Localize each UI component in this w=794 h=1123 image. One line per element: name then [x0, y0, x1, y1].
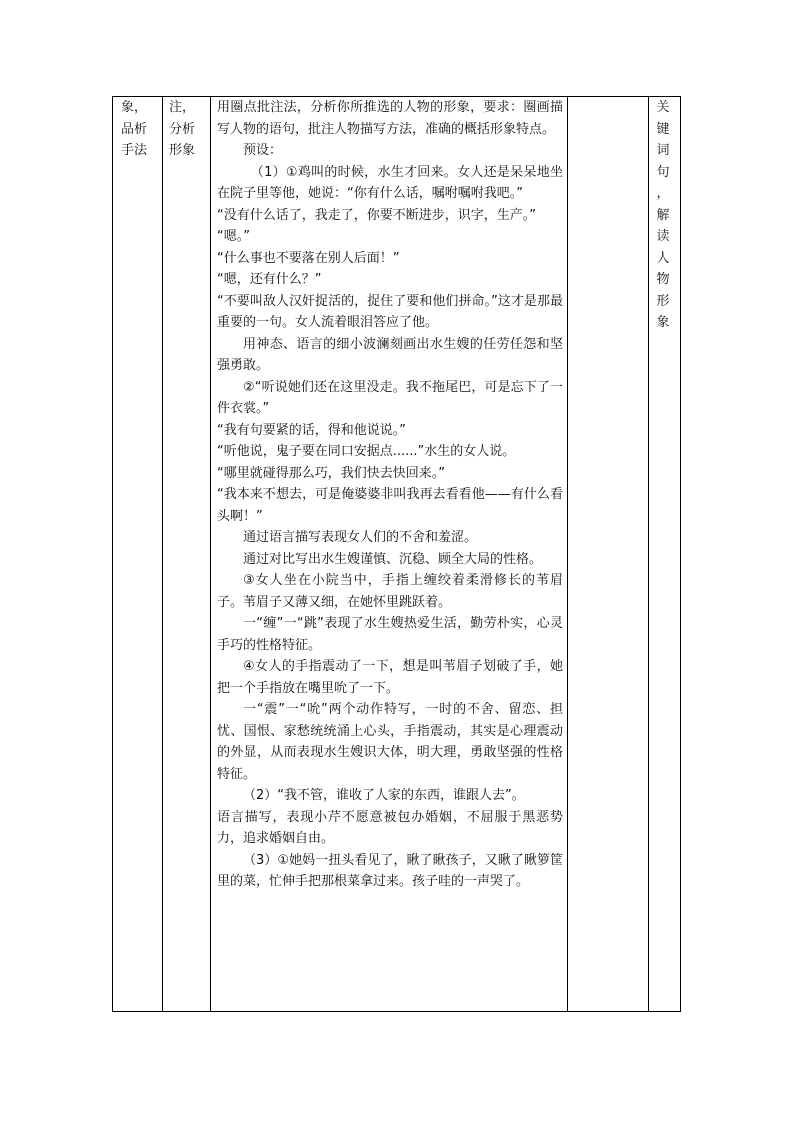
- intent-char: 解: [656, 207, 670, 223]
- paragraph: 一“缠”一“跳”表现了水生嫂热爱生活，勤劳朴实，心灵手巧的性格特征。: [217, 616, 563, 653]
- paragraph: 语言描写，表现小芹不愿意被包办婚姻，不屈服于黑恶势力，追求婚姻自由。: [217, 809, 563, 846]
- lesson-plan-table: [112, 96, 681, 1012]
- paragraph: ③女人坐在小院当中，手指上缠绞着柔滑修长的苇眉子。苇眉子又薄又细，在她怀里跳跃着。: [217, 573, 563, 610]
- intent-char: 读: [656, 229, 670, 244]
- intent-char: 句: [656, 164, 670, 180]
- paragraph: “不要叫敌人汉奸捉活的，捉住了要和他们拼命。”这才是那最重要的一句。女人流着眼泪答应了他。: [217, 293, 563, 330]
- paragraph: “我有句要紧的话，得和他说说。”: [217, 422, 406, 438]
- column-divider: [567, 97, 568, 1011]
- column-divider: [648, 97, 649, 1011]
- method-text-line: 分析: [169, 121, 196, 137]
- intent-char: ，: [656, 186, 670, 201]
- paragraph: “什么事也不要落在别人后面！”: [217, 250, 400, 266]
- paragraph: （3）①她妈一扭头看见了，瞅了瞅孩子，又瞅了瞅箩筐里的菜，忙伸手把那根菜拿过来。孩子哇的一声哭了。: [217, 852, 563, 889]
- column-divider: [162, 97, 163, 1011]
- teaching-step-cell: [121, 97, 157, 162]
- step-text-line: 象，: [121, 100, 148, 115]
- intent-char: 词: [656, 143, 670, 158]
- paragraph: “没有什么话了，我走了，你要不断进步，识字，生产。”: [217, 207, 536, 223]
- paragraph: “嗯。”: [217, 229, 250, 244]
- step-text-line: 品析: [121, 121, 148, 137]
- step-text-line: 手法: [121, 143, 148, 158]
- intent-char: 物: [656, 272, 670, 287]
- intent-char: 形: [656, 293, 670, 309]
- paragraph: 通过语言描写表现女人们的不舍和羞涩。: [243, 530, 478, 545]
- paragraph: （2）“我不管，谁收了人家的东西，谁跟人去”。: [243, 788, 525, 803]
- paragraph: “我本来不想去，可是俺婆婆非叫我再去看看他——有什么看头啊！”: [217, 487, 563, 524]
- paragraph: 用神态、语言的细小波澜刻画出水生嫂的任劳任怨和坚强勇敢。: [217, 336, 563, 373]
- method-cell: [169, 97, 205, 162]
- paragraph: “听他说，鬼子要在同口安据点......”水生的女人说。: [217, 444, 516, 459]
- paragraph: （1）①鸡叫的时候，水生才回来。女人还是呆呆地坐在院子里等他，她说：“你有什么话，嘱咐嘱咐我吧。”: [217, 164, 563, 201]
- activity-content-cell: [217, 97, 563, 893]
- design-intent-cell: [653, 97, 673, 334]
- paragraph: 预设：: [243, 143, 283, 158]
- intent-char: 关: [656, 100, 670, 115]
- paragraph: ④女人的手指震动了一下，想是叫苇眉子划破了手，她把一个手指放在嘴里吮了一下。: [217, 659, 563, 696]
- method-text-line: 注，: [169, 100, 196, 115]
- paragraph: 一“震”一“吮”两个动作特写，一时的不舍、留恋、担忧、国恨、家愁统统涌上心头，手指震动，其实是心理震动的外显，从而表现水生嫂识大体，明大理，勇敢坚强的性格特征。: [217, 702, 563, 782]
- intent-char: 象: [656, 315, 670, 330]
- paragraph: 通过对比写出水生嫂谨慎、沉稳、顾全大局的性格。: [243, 551, 543, 567]
- method-text-line: 形象: [169, 143, 196, 158]
- paragraph: “哪里就碰得那么巧，我们快去快回来。”: [217, 465, 445, 481]
- column-divider: [210, 97, 211, 1011]
- paragraph: “嗯，还有什么？”: [217, 272, 322, 287]
- paragraph: ②“听说她们还在这里没走。我不拖尾巴，可是忘下了一件衣裳。”: [217, 379, 563, 416]
- intent-char: 人: [656, 250, 670, 266]
- paragraph: 用圈点批注法，分析你所推选的人物的形象，要求：圈画描写人物的语句，批注人物描写方法，准确的概括形象特点。: [217, 100, 563, 137]
- intent-char: 键: [656, 121, 670, 137]
